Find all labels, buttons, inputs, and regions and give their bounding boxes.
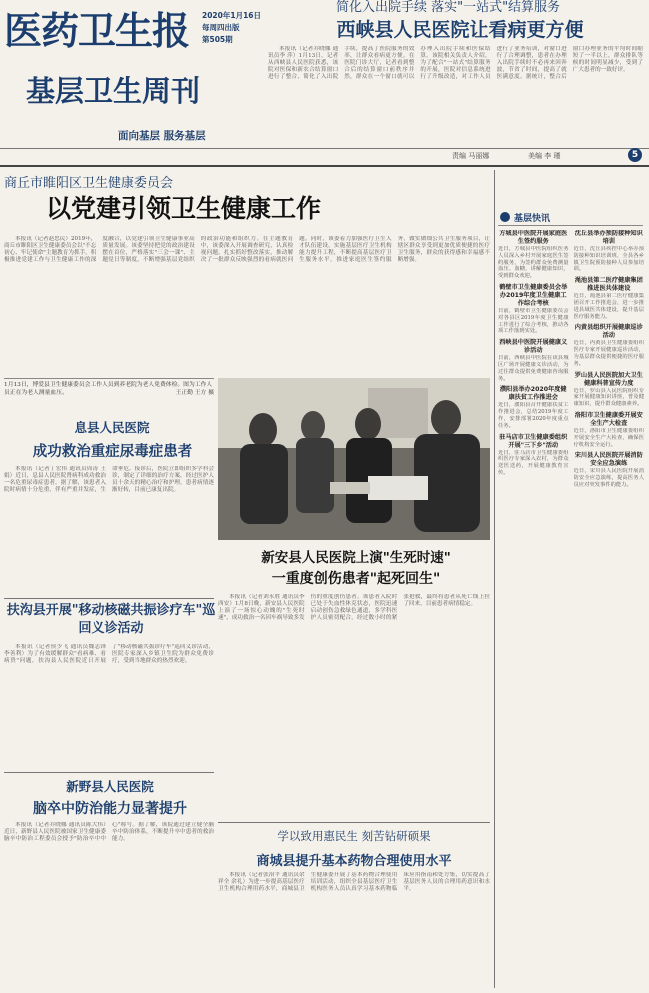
sidebar-item-headline: 沈丘县举办预防接种知识培训 — [574, 230, 643, 245]
top-story-body — [268, 46, 643, 144]
sidebar-item — [498, 386, 569, 429]
sidebar-item-body: 近日，罗山县人民医院组织专家开展健康知识讲座，普及健康知识，提升群众健康素养。 — [573, 387, 644, 408]
photo-caption-text: 1月13日，博爱县卫生健康委员会工作人员到养老院为老人免费体检。图为工作人员正在为老人测量血压。 — [4, 382, 213, 396]
sidebar-item — [498, 230, 569, 280]
top-story-text: 本报讯（记者乔晓娜 通讯员李 萍）1月13日，记者从西峡县人民医院获悉，该院对医保和新农合结算窗口进行了整合，简化了入出院手续，提高了医院服务的效率，让群众看病更方便。在医院门诊大厅，记者看到整合后的结算窗口前秩序井然，群众在一个窗口就可以办理入出院手续和医保结算。该院相关负责人介绍，为了配合"一站式"结算服务的开展，医院对信息系统进行了升级改造，对工作人员进行了业务培训，对窗口进行了合理调整，患者在办理入出院手续时不必再来回奔波，节省了时间，提高了就医满意度。据统计，整合后窗口办理业务的平均时间缩短了一半以上，群众排队等候的时间明显减少，受到了广大患者的一致好评。 — [268, 46, 643, 81]
sidebar-border — [494, 170, 495, 988]
xinan-body — [218, 594, 490, 818]
shangcheng-kicker: 学以致用惠民生 刻苦钻研硕果 — [277, 829, 431, 843]
masthead-date-box — [202, 10, 264, 48]
sidebar-item-body: 日前，鹤壁市卫生健康委员会对各县区2019年度卫生健康工作进行了综合考核，推动各项工作落到实处。 — [498, 307, 569, 335]
sidebar-item-body: 近日，洛阳市卫生健康委组织开展安全生产大检查，确保医疗机构安全运行。 — [573, 427, 644, 448]
lead-body — [4, 236, 490, 374]
left-divider-1 — [4, 598, 214, 599]
sidebar-item-headline: 驻马店市卫生健康委组织开展"三下乡"活动 — [499, 433, 568, 449]
section-tagline: 面向基层 服务基层 — [118, 130, 206, 142]
masthead-date: 2020年1月16日 — [202, 11, 262, 20]
masthead-issue: 第505期 — [202, 35, 233, 44]
sidebar-item-body: 近日，宋川县人民医院开展消防安全应急演练，提高医务人员应对突发事件的能力。 — [573, 468, 644, 488]
emergency-kicker: 息县人民医院 — [74, 420, 150, 435]
sidebar-item-headline: 洛阳市卫生健康委开展安全生产大检查 — [574, 411, 643, 427]
sidebar-item-headline: 内黄县组织开展健康巡诊活动 — [574, 324, 643, 340]
xinxiang-kicker: 新野县人民医院 — [66, 779, 154, 794]
sidebar-item — [498, 284, 569, 335]
sidebar-item — [574, 412, 645, 448]
fuguo-body — [4, 644, 214, 772]
header-divider — [0, 165, 649, 167]
sidebar-item-body: 日前，西峡县中医院在该县城区广场开展健康义诊活动，为过往群众提供免费健康咨询服务。 — [498, 355, 569, 382]
fuguo-headline: 扶沟县开展"移动核磁共振诊疗车"巡回义诊活动 — [6, 603, 216, 636]
xinxiang-headline: 脑卒中防治能力显著提升 — [33, 801, 187, 817]
xinxiang-body — [4, 822, 214, 988]
masthead-logo: 医药卫生报 — [4, 8, 190, 53]
sidebar-title-box — [498, 210, 643, 226]
sidebar-item — [498, 434, 569, 477]
sidebar-item — [574, 277, 645, 320]
sidebar-title: 基层快讯 — [514, 214, 551, 224]
shangcheng-headline: 商城县提升基本药物合理使用水平 — [256, 854, 452, 869]
sidebar-item — [574, 230, 645, 273]
emergency-text: 本报讯（记者丁宏伟 通讯员周涛 王娟）近日，息县人民医院肾病科成功救治一名危重尿毒症患者。据了解，该患者入院时病情十分危重，伴有严重并发症，生命垂危。接诊后，医院立即组织多学科会诊，制定了详细的治疗方案，经过医护人员十余天的精心治疗和护理，患者病情逐渐好转，目前已康复出院。 — [4, 466, 214, 494]
lead-photo — [218, 378, 490, 540]
masthead-edition: 每周四出版 — [202, 23, 240, 32]
photo-illustration — [218, 378, 490, 540]
sidebar-item-body: 近日，驻马店市卫生健康委组织医疗专家深入农村，为群众送医送药，开展健康教育宣传。 — [498, 449, 569, 476]
sidebar-item-body: 近日，方城县中医院组织医务人员深入乡村开展家庭医生签约服务，为签约群众免费测量血压、血糖，讲解健康知识，受到群众欢迎。 — [498, 246, 569, 280]
top-story-kicker: 简化入出院手续 落实"一站式"结算服务 — [335, 0, 561, 15]
sidebar-item-headline: 濮阳县举办2020年度健康扶贫工作推进会 — [499, 386, 567, 402]
sidebar-item-body: 近日，濮阳县召开健康扶贫工作推进会，总结2019年度工作，安排部署2020年度重点任务。 — [498, 402, 569, 429]
photo-credit: 王正勤 王方 摄 — [175, 389, 214, 396]
shangcheng-body — [218, 872, 490, 988]
sidebar-item-headline: 方城县中医院开展家庭医生签约服务 — [499, 230, 568, 245]
lead-headline: 以党建引领卫生健康工作 — [46, 194, 322, 223]
sidebar-item — [574, 372, 645, 408]
sidebar-item-headline: 罗山县人民医院加大卫生健康科普宣传力度 — [574, 371, 643, 387]
editor-credit: 责编 马丽娜 — [452, 152, 490, 160]
lead-text: 本报讯（记者赵忠民）2019年，商丘市睢阳区卫生健康委员会以"不忘初心、牢记使命"主题教育为抓手，积极推进党建工作与卫生健康工作的深度融合，以党建引领卫生健康事业高质量发展。该委坚持把党的政治建设摆在首位，严格落实"三会一课"、主题党日等制度，不断增强基层党组织的政治功能和组织力。在主题教育中，该委深入开展调查研究，认真检视问题，扎实抓好整改落实，推动解决了一批群众反映强烈的看病就医问题。同时，该委着力加强医疗卫生人才队伍建设，实施基层医疗卫生机构能力提升工程，不断提高基层医疗卫生服务水平，推进家庭医生签约服务，做实做细公共卫生服务项目，让辖区群众享受到更加优质便捷的医疗卫生服务，群众的获得感和幸福感不断增强。 — [4, 236, 490, 264]
left-divider-2 — [4, 772, 214, 773]
unit-line: 商丘市睢阳区卫生健康委员会 — [4, 176, 174, 191]
xinan-text: 本报讯（记者刘永胜 通讯员李西安）1月8日晚，新安县人民医院上演了一场惊心动魄的"生死时速"，成功救治一名因车祸导致多发伤的重度创伤患者。该患者入院时已处于失血性休克状态，医院迅速启动创伤急救绿色通道，多学科医护人员密切配合，经过数小时的紧张抢救，最终将患者从死亡线上拉了回来，目前患者病情稳定。 — [218, 594, 490, 622]
xinan-subheadline: 一重度创伤患者"起死回生" — [271, 571, 441, 587]
sidebar-item-headline: 鹤壁市卫生健康委员会举办2019年度卫生健康工作综合考核 — [499, 283, 568, 307]
sidebar-title-icon — [500, 212, 510, 222]
sidebar-item — [498, 339, 569, 382]
xinxiang-text: 本报讯（记者乔晓娜 通讯员陈大伟）近日，新野县人民医院被国家卫生健康委脑卒中防治工程委员会授予"防治卒中中心"称号。据了解，该院通过建立健全脑卒中防治体系，不断提升卒中患者的救治能力。 — [4, 822, 214, 843]
sidebar-item-body: 近日，内黄县卫生健康委组织医疗专家开展健康巡诊活动，为基层群众提供便捷的医疗服务。 — [573, 340, 644, 367]
emergency-headline: 成功救治重症尿毒症患者 — [32, 444, 193, 460]
sidebar-item — [574, 452, 645, 488]
fuguo-text: 本报讯（记者侯少飞 通讯员魏志锋 李善利）为了有效缓解群众"看病难、看病贵"问题，扶沟县人民医院近日开展了"移动核磁共振诊疗车"巡回义诊活动，医院专家深入乡镇卫生院为群众免费诊疗，受到当地群众的热烈欢迎。 — [4, 644, 214, 665]
designer-credit: 美编 李 瑾 — [528, 152, 561, 160]
mid-divider — [218, 822, 490, 823]
sidebar-item-headline: 西峡县中医院开展健康义诊活动 — [499, 339, 568, 355]
sidebar-list — [498, 230, 644, 988]
emergency-body — [4, 466, 214, 594]
top-story-headline: 西峡县人民医院让看病更方便 — [336, 19, 584, 41]
sidebar-item-headline: 渑池县第二医疗健康集团推进医共体建设 — [574, 277, 643, 293]
sidebar-item-body: 近日，渑池县第二医疗健康集团召开工作推进会，进一步推进县域医共体建设，提升基层医疗服务能力。 — [573, 293, 644, 320]
xinan-headline: 新安县人民医院上演"生死时速" — [261, 550, 451, 566]
sidebar-item — [574, 324, 645, 367]
page-number: 5 — [628, 148, 642, 162]
section-name: 基层卫生周刊 — [26, 74, 201, 108]
top-divider — [0, 148, 649, 149]
sidebar-item-body: 近日，沈丘县疾控中心举办预防接种知识培训班，全县各乡镇卫生院预防接种人员参加培训。 — [573, 246, 644, 273]
lead-photo-caption — [4, 378, 214, 414]
sidebar-item-headline: 宋川县人民医院开展消防安全应急演练 — [574, 452, 643, 468]
shangcheng-text: 本报讯（记者张治平 通讯员余祥全 余礼）为进一步提高基层医疗卫生机构合理用药水平，商城县卫生健康委开展了基本药物合理使用培训活动，组织全县基层医疗卫生机构医务人员认真学习基本药物临床应用指南和处方集，切实提高了基层医务人员的合理用药意识和水平。 — [218, 872, 490, 893]
